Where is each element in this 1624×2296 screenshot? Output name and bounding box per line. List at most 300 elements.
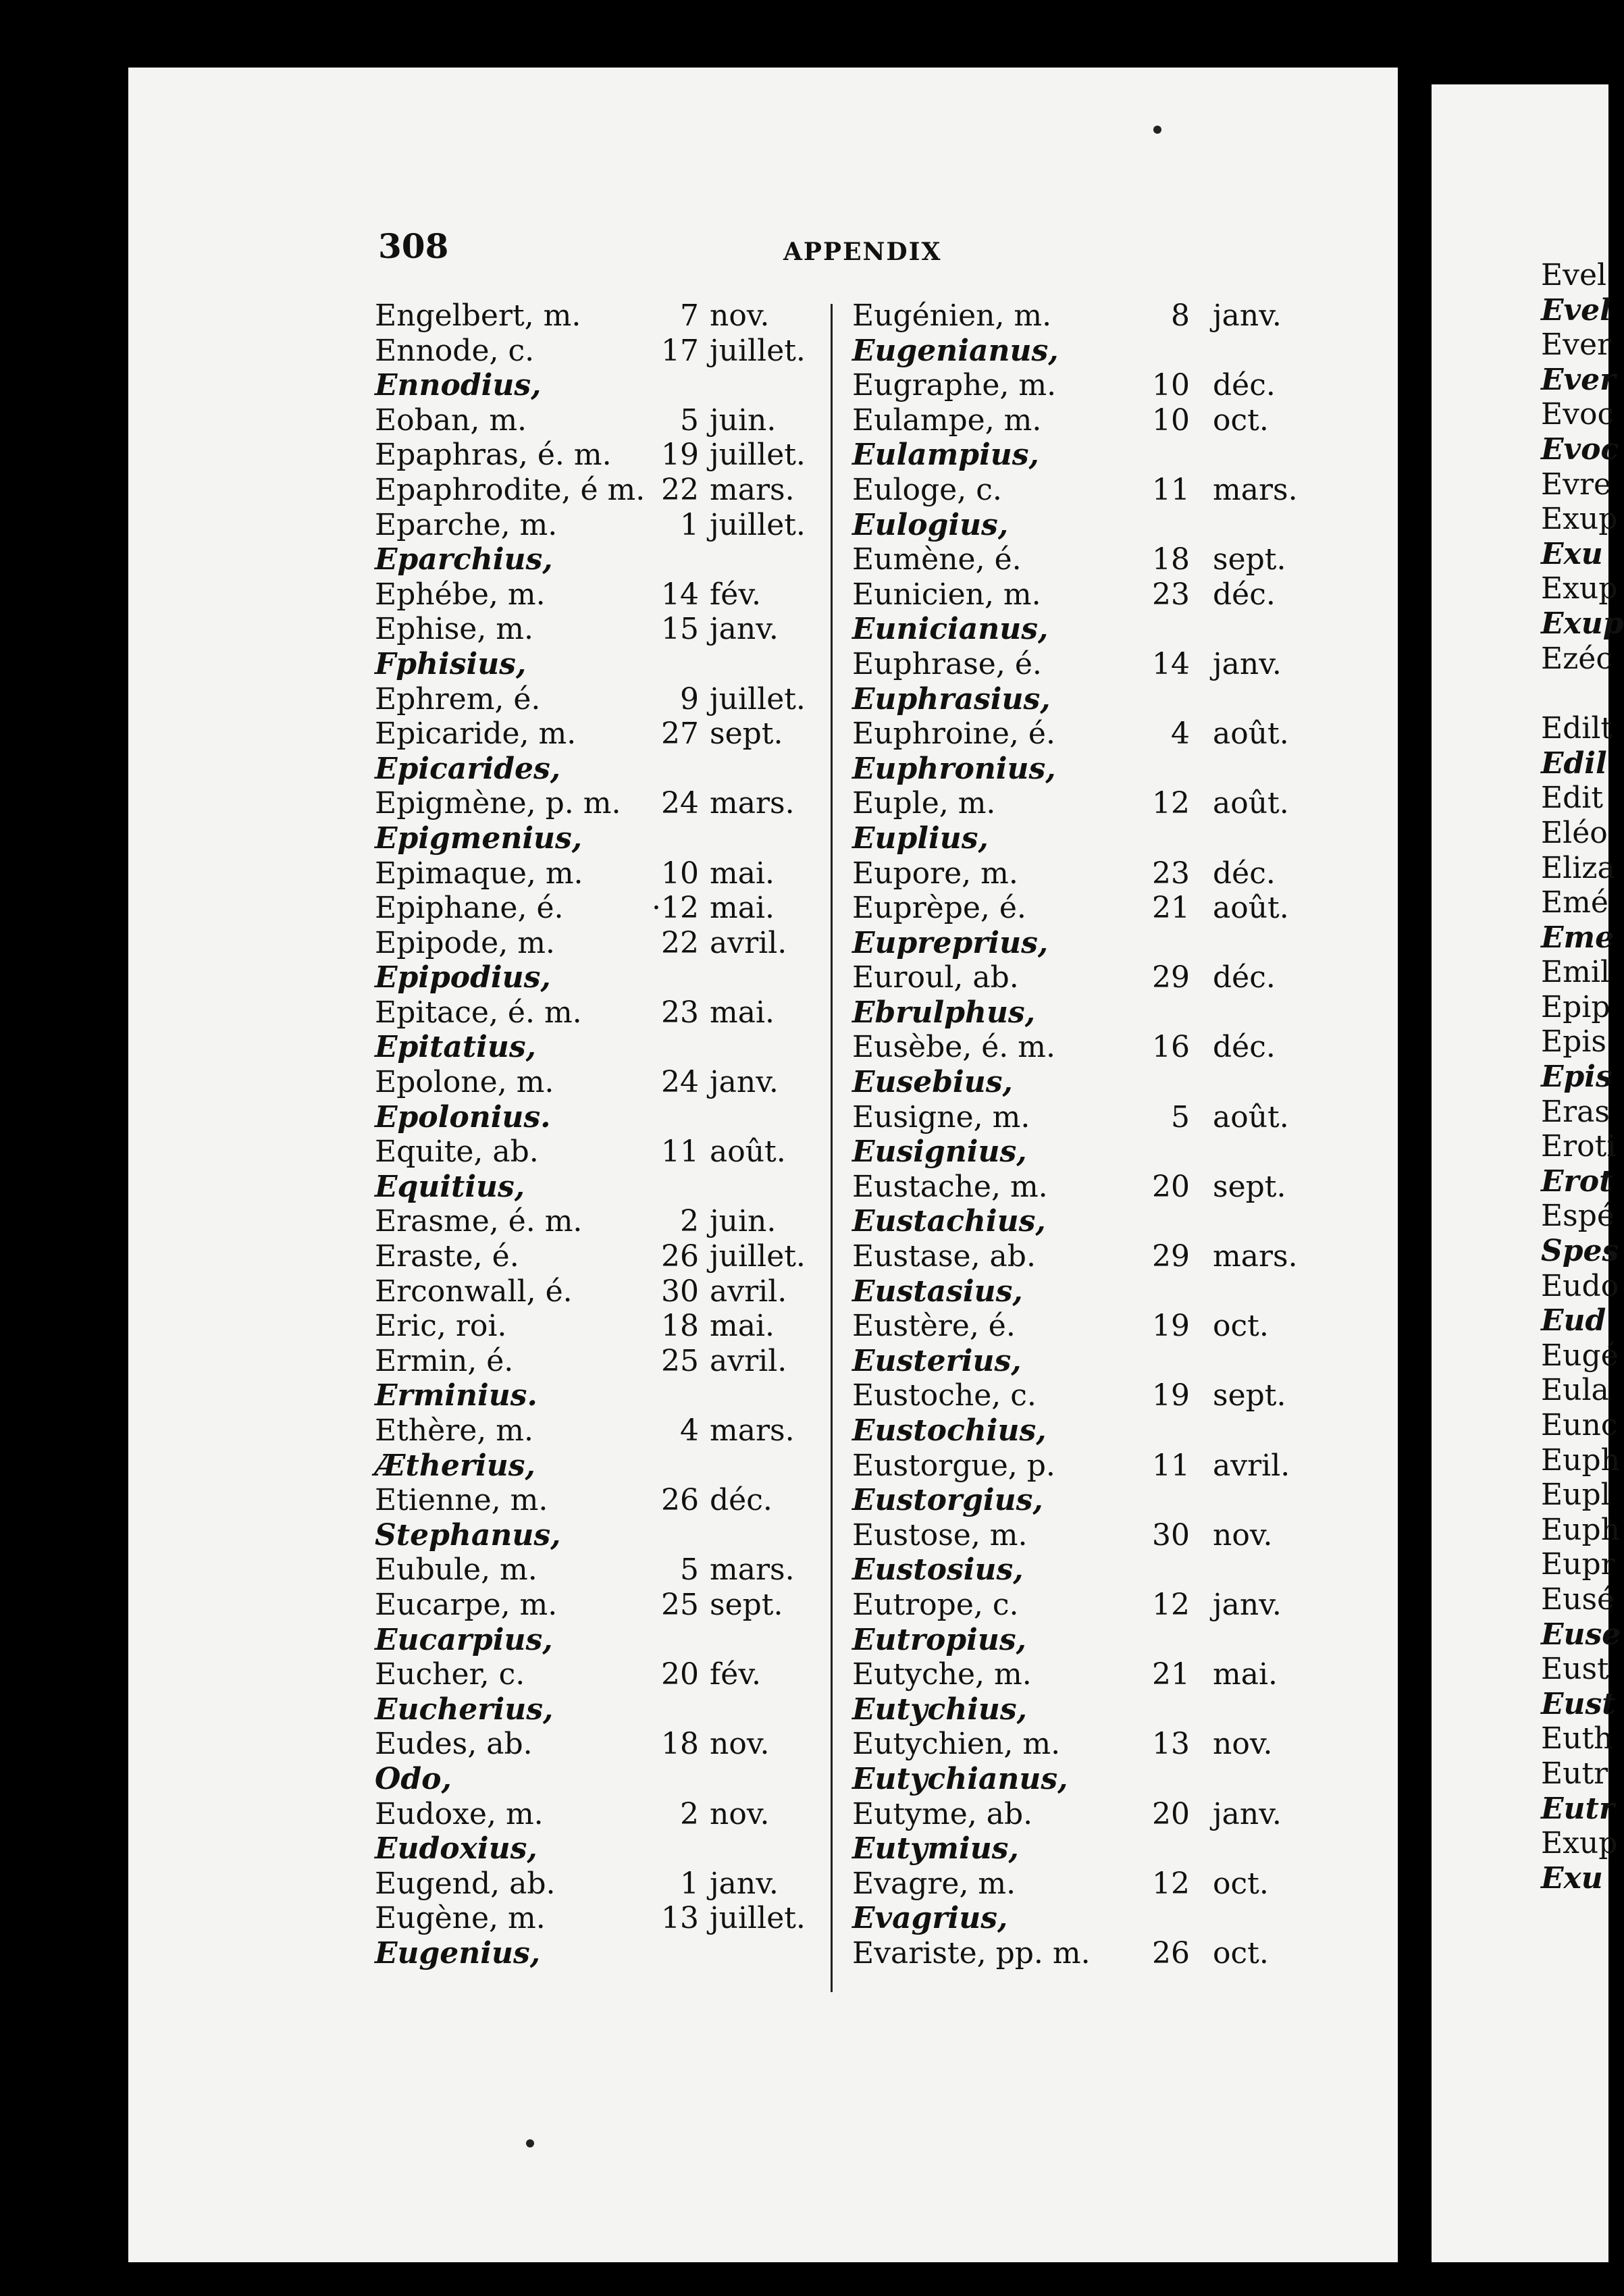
feast-day: 11 [661, 1134, 699, 1170]
feast-month: avril. [1213, 1448, 1290, 1483]
saint-name: Epaphrodite, é m. [375, 472, 646, 507]
saint-name: Eunicien, m. [852, 577, 1041, 612]
running-head: APPENDIX [783, 238, 942, 266]
entry-row [375, 542, 834, 577]
feast-day: 14 [1152, 646, 1190, 681]
entry-row [852, 1204, 1311, 1239]
feast-day: 19 [661, 438, 699, 473]
entry-row [375, 1344, 834, 1379]
saint-name: Euloge, c. [852, 472, 1002, 507]
latin-name: Evagrius, [852, 1901, 1008, 1936]
feast-day: 29 [1152, 1239, 1190, 1274]
feast-day: 18 [1152, 542, 1190, 577]
saint-name: Epiphane, é. [375, 891, 564, 926]
feast-month: juin. [710, 402, 777, 438]
entry-row [375, 1134, 834, 1170]
edge-entry: Eugé [1541, 1338, 1619, 1373]
saint-name: Eucher, c. [375, 1657, 525, 1692]
feast-month: nov. [710, 1796, 770, 1831]
edge-entry: Exup [1541, 1826, 1618, 1861]
saint-name: Eusèbe, é. m. [852, 1030, 1055, 1065]
feast-day: 25 [661, 1343, 699, 1378]
latin-name: Eugenius, [375, 1935, 541, 1971]
latin-name: Eusignius, [852, 1134, 1027, 1170]
feast-day: 25 [661, 1587, 699, 1622]
feast-day: 29 [1152, 960, 1190, 995]
entry-row [852, 1936, 1311, 1971]
entry-row [852, 786, 1311, 821]
edge-entry: Eunc [1541, 1408, 1618, 1442]
feast-day: 10 [1152, 402, 1190, 438]
saint-name: Epigmène, p. m. [375, 786, 621, 821]
entry-row [375, 1588, 834, 1623]
feast-day: 26 [661, 1483, 699, 1518]
edge-entry: Edit [1541, 781, 1604, 816]
latin-name: Eustorgius, [852, 1483, 1043, 1518]
edge-entry: Eroti [1541, 1129, 1617, 1164]
ink-spot [1153, 126, 1161, 134]
entry-row [852, 612, 1311, 647]
edge-entry: Edilt [1541, 711, 1613, 746]
feast-month: janv. [1213, 298, 1282, 333]
latin-name: Eugenianus, [852, 333, 1059, 368]
feast-day: 20 [1152, 1169, 1190, 1204]
feast-day: 21 [1152, 891, 1190, 926]
entry-row [852, 1797, 1311, 1832]
saint-name: Eutyme, ab. [852, 1796, 1033, 1831]
edge-entry: Eula [1541, 1373, 1609, 1408]
feast-day: 10 [1152, 368, 1190, 403]
feast-month: mai. [710, 995, 775, 1030]
saint-name: Eugraphe, m. [852, 368, 1057, 403]
saint-name: Ephébe, m. [375, 577, 546, 612]
feast-month: sept. [1213, 1378, 1286, 1413]
saint-name: Epipode, m. [375, 925, 555, 960]
feast-month: sept. [1213, 542, 1286, 577]
edge-entry: Eutr [1541, 1756, 1608, 1791]
edge-entry: Eust [1541, 1652, 1609, 1687]
edge-entry: Euph [1541, 1512, 1620, 1547]
left-column [375, 298, 834, 1971]
saint-name: Eugénien, m. [852, 298, 1052, 333]
latin-name: Eustosius, [852, 1553, 1024, 1588]
edge-entry: Eléo [1541, 815, 1608, 850]
edge-entry: Epis [1541, 1024, 1606, 1060]
entry-row [852, 577, 1311, 612]
feast-day: 21 [1152, 1657, 1190, 1692]
feast-day: 7 [680, 298, 699, 333]
latin-name: Erminius. [375, 1378, 538, 1413]
latin-name: Fphisius, [375, 646, 527, 681]
edge-entry: Eutr [1541, 1791, 1615, 1826]
entry-row [375, 1831, 834, 1867]
feast-month: nov. [710, 298, 770, 333]
entry-row [375, 682, 834, 717]
entry-row [852, 716, 1311, 752]
entry-row [375, 821, 834, 856]
latin-name: Epitatius, [375, 1030, 536, 1065]
saint-name: Equite, ab. [375, 1134, 539, 1170]
feast-month: oct. [1213, 1935, 1269, 1971]
feast-day: 27 [661, 716, 699, 752]
feast-month: juillet. [710, 333, 806, 368]
feast-month: janv. [1213, 646, 1282, 681]
saint-name: Euple, m. [852, 786, 996, 821]
entry-row [852, 1727, 1311, 1762]
feast-day: 10 [661, 856, 699, 891]
feast-month: mars. [710, 786, 795, 821]
feast-day: 19 [1152, 1309, 1190, 1344]
ink-spot [526, 2139, 534, 2147]
feast-month: août. [1213, 786, 1289, 821]
feast-month: nov. [710, 1727, 770, 1762]
feast-day: 26 [661, 1239, 699, 1274]
latin-name: Eustachius, [852, 1204, 1046, 1239]
feast-month: mars. [1213, 1239, 1298, 1274]
feast-day: 4 [680, 1413, 699, 1448]
latin-name: Eulogius, [852, 507, 1009, 542]
saint-name: Eustère, é. [852, 1309, 1016, 1344]
latin-name: Epicarides, [375, 751, 561, 786]
edge-entry: Euph [1541, 1442, 1620, 1478]
saint-name: Ennode, c. [375, 333, 535, 368]
entry-row [375, 1274, 834, 1309]
entry-row [852, 682, 1311, 717]
entry-row [852, 1901, 1311, 1936]
feast-month: janv. [1213, 1587, 1282, 1622]
saint-name: Eudoxe, m. [375, 1796, 544, 1831]
feast-day: 5 [1171, 1099, 1190, 1134]
saint-name: Eoban, m. [375, 402, 527, 438]
entry-row [852, 1483, 1311, 1518]
feast-month: oct. [1213, 402, 1269, 438]
saint-name: Eubule, m. [375, 1553, 538, 1588]
entry-row [852, 1100, 1311, 1135]
feast-month: nov. [1213, 1727, 1273, 1762]
edge-entry: Eudo [1541, 1268, 1619, 1303]
edge-entry: Edil [1541, 746, 1607, 781]
saint-name: Eugène, m. [375, 1901, 546, 1936]
feast-month: mars. [710, 1553, 795, 1588]
edge-entry: Eud [1541, 1303, 1606, 1338]
feast-day: 24 [661, 1065, 699, 1100]
entry-row [852, 752, 1311, 787]
feast-month: juin. [710, 1204, 777, 1239]
saint-name: Erasme, é. m. [375, 1204, 583, 1239]
entry-row [852, 1030, 1311, 1065]
feast-day: 12 [1152, 1866, 1190, 1901]
edge-entry: Ever [1541, 362, 1616, 397]
entry-row [375, 1100, 834, 1135]
saint-name: Eustorgue, p. [852, 1448, 1055, 1483]
entry-row [375, 1867, 834, 1902]
feast-month: août. [1213, 1099, 1289, 1134]
feast-day: 8 [1171, 298, 1190, 333]
feast-day: 26 [1152, 1935, 1190, 1971]
feast-day: 17 [661, 333, 699, 368]
saint-name: Eustose, m. [852, 1517, 1028, 1553]
saint-name: Eupore, m. [852, 856, 1018, 891]
entry-row [852, 1170, 1311, 1205]
edge-entry: Eupl [1541, 1478, 1610, 1513]
feast-month: janv. [710, 1065, 779, 1100]
feast-month: juillet. [710, 507, 806, 542]
entry-row [375, 786, 834, 821]
feast-month: déc. [1213, 368, 1276, 403]
entry-row [375, 1449, 834, 1484]
entry-row [375, 1030, 834, 1065]
saint-name: Erconwall, é. [375, 1274, 573, 1309]
edge-entry: Ezéc [1541, 641, 1613, 676]
edge-entry: Evoc [1541, 432, 1619, 467]
saint-name: Eric, roi. [375, 1309, 507, 1344]
feast-month: nov. [1213, 1517, 1273, 1553]
latin-name: Eustochius, [852, 1413, 1047, 1448]
entry-row [375, 612, 834, 647]
saint-name: Ephise, m. [375, 612, 533, 647]
right-column [852, 298, 1311, 1971]
entry-row [375, 1797, 834, 1832]
page-number: 308 [378, 226, 449, 266]
entry-row [375, 647, 834, 682]
entry-row [375, 368, 834, 403]
edge-entry: Spes [1541, 1234, 1619, 1269]
entry-row [852, 1588, 1311, 1623]
feast-month: juillet. [710, 438, 806, 473]
entry-row [375, 752, 834, 787]
entry-row [852, 473, 1311, 508]
entry-row [375, 298, 834, 334]
saint-name: Euprèpe, é. [852, 891, 1026, 926]
entry-row [375, 1936, 834, 1971]
edge-entry: Eme [1541, 920, 1615, 955]
saint-name: Epitace, é. m. [375, 995, 582, 1030]
entry-row [852, 1274, 1311, 1309]
saint-name: Epolone, m. [375, 1065, 554, 1100]
entry-row [852, 438, 1311, 473]
edge-entry: Exup [1541, 571, 1618, 606]
saint-name: Evagre, m. [852, 1866, 1016, 1901]
entry-row [375, 716, 834, 752]
feast-month: mai. [710, 856, 775, 891]
saint-name: Epicaride, m. [375, 716, 577, 752]
entry-row [375, 1727, 834, 1762]
latin-name: Ebrulphus, [852, 995, 1036, 1030]
latin-name: Ennodius, [375, 368, 542, 403]
saint-name: Evariste, pp. m. [852, 1935, 1091, 1971]
saint-name: Eparche, m. [375, 507, 558, 542]
edge-entry: Espé [1541, 1199, 1615, 1234]
entry-row [375, 1413, 834, 1449]
feast-month: juillet. [710, 1901, 806, 1936]
feast-day: 24 [661, 786, 699, 821]
latin-name: Eustasius, [852, 1274, 1023, 1309]
saint-name: Eutyche, m. [852, 1657, 1032, 1692]
entry-row [852, 1449, 1311, 1484]
latin-name: Eutymius, [852, 1831, 1019, 1867]
entry-row [852, 926, 1311, 961]
feast-day: 30 [1152, 1517, 1190, 1553]
feast-day: 20 [1152, 1796, 1190, 1831]
feast-day: ·12 [652, 891, 699, 926]
saint-name: Ermin, é. [375, 1343, 514, 1378]
entry-row [852, 821, 1311, 856]
edge-entry: Exup [1541, 502, 1618, 537]
latin-name: Odo, [375, 1761, 452, 1796]
edge-entry: Erot [1541, 1164, 1613, 1199]
latin-name: Eulampius, [852, 438, 1039, 473]
feast-month: mai. [710, 1309, 775, 1344]
edge-entry: Eupr [1541, 1547, 1615, 1582]
feast-day: 9 [680, 681, 699, 716]
saint-name: Eugend, ab. [375, 1866, 556, 1901]
feast-month: mars. [1213, 472, 1298, 507]
latin-name: Epolonius. [375, 1099, 551, 1134]
entry-row [375, 508, 834, 543]
feast-month: août. [710, 1134, 786, 1170]
edge-entry: Exu [1541, 1860, 1603, 1896]
edge-entry: Exu [1541, 536, 1603, 571]
entry-row [375, 1518, 834, 1553]
feast-day: 23 [661, 995, 699, 1030]
feast-day: 19 [1152, 1378, 1190, 1413]
entry-row [375, 960, 834, 995]
feast-month: déc. [1213, 577, 1276, 612]
entry-row [375, 1065, 834, 1100]
feast-month: fév. [710, 577, 761, 612]
latin-name: Eutychius, [852, 1692, 1027, 1727]
entry-row [852, 891, 1311, 926]
entry-row [852, 647, 1311, 682]
entry-row [852, 542, 1311, 577]
latin-name: Euphrasius, [852, 681, 1051, 716]
feast-day: 2 [680, 1204, 699, 1239]
entry-row [375, 926, 834, 961]
feast-day: 18 [661, 1727, 699, 1762]
entry-row [852, 403, 1311, 438]
entry-row [375, 1901, 834, 1936]
feast-day: 12 [1152, 1587, 1190, 1622]
latin-name: Euplius, [852, 820, 989, 856]
feast-month: déc. [1213, 1030, 1276, 1065]
feast-day: 5 [680, 402, 699, 438]
latin-name: Eparchius, [375, 542, 553, 577]
saint-name: Etienne, m. [375, 1483, 548, 1518]
feast-day: 2 [680, 1796, 699, 1831]
edge-entry: Evel [1541, 258, 1607, 292]
entry-row [375, 577, 834, 612]
edge-entry: Eras [1541, 1094, 1610, 1129]
saint-name: Eutychien, m. [852, 1727, 1061, 1762]
saint-name: Eustase, ab. [852, 1239, 1036, 1274]
edge-entry: Emil [1541, 955, 1610, 990]
feast-month: janv. [1213, 1796, 1282, 1831]
edge-entry: Evre [1541, 467, 1612, 502]
entry-row [852, 334, 1311, 369]
entry-row [375, 1623, 834, 1658]
feast-month: mai. [1213, 1657, 1278, 1692]
entry-row [375, 1239, 834, 1274]
feast-day: 15 [661, 612, 699, 647]
feast-day: 1 [680, 507, 699, 542]
saint-name: Ephrem, é. [375, 681, 541, 716]
edge-entry: Eust [1541, 1686, 1616, 1721]
saint-name: Eustache, m. [852, 1169, 1048, 1204]
feast-day: 16 [1152, 1030, 1190, 1065]
entry-row [852, 508, 1311, 543]
entry-row [852, 960, 1311, 995]
feast-month: août. [1213, 891, 1289, 926]
feast-month: déc. [1213, 960, 1276, 995]
feast-day: 23 [1152, 856, 1190, 891]
latin-name: Euphronius, [852, 751, 1056, 786]
latin-name: Ætherius, [375, 1448, 535, 1483]
entry-row [852, 368, 1311, 403]
entry-row [852, 1518, 1311, 1553]
feast-day: 12 [1152, 786, 1190, 821]
latin-name: Epipodius, [375, 960, 551, 995]
feast-month: avril. [710, 925, 787, 960]
latin-name: Eunicianus, [852, 612, 1049, 647]
entry-row [852, 1657, 1311, 1692]
feast-month: mars. [710, 1413, 795, 1448]
latin-name: Eudoxius, [375, 1831, 538, 1867]
edge-entry: Eusé [1541, 1582, 1615, 1617]
feast-month: janv. [710, 612, 779, 647]
entry-row [852, 1065, 1311, 1100]
feast-month: juillet. [710, 1239, 806, 1274]
edge-entry: Exup [1541, 606, 1624, 641]
saint-name: Eulampe, m. [852, 402, 1042, 438]
saint-name: Eutrope, c. [852, 1587, 1019, 1622]
saint-name: Ethère, m. [375, 1413, 533, 1448]
feast-day: 4 [1171, 716, 1190, 752]
feast-month: janv. [710, 1866, 779, 1901]
entry-row [375, 438, 834, 473]
entry-row [852, 1762, 1311, 1797]
saint-name: Eustoche, c. [852, 1378, 1037, 1413]
entry-row [375, 1483, 834, 1518]
feast-day: 11 [1152, 1448, 1190, 1483]
edge-entry: Evel [1541, 292, 1611, 328]
saint-name: Eraste, é. [375, 1239, 519, 1274]
entry-row [852, 995, 1311, 1030]
latin-name: Eusterius, [852, 1343, 1022, 1378]
entry-row [375, 1309, 834, 1344]
entry-row [375, 403, 834, 438]
column-rule [831, 304, 833, 1992]
saint-name: Euroul, ab. [852, 960, 1019, 995]
entry-row [375, 995, 834, 1030]
saint-name: Engelbert, m. [375, 298, 581, 333]
feast-day: 22 [661, 472, 699, 507]
edge-gap [1541, 676, 1624, 711]
entry-row [852, 1867, 1311, 1902]
latin-name: Eupreprius, [852, 925, 1049, 960]
edge-entry: Epis [1541, 1060, 1613, 1095]
saint-name: Eumène, é. [852, 542, 1022, 577]
feast-day: 14 [661, 577, 699, 612]
edge-entry: Eliza [1541, 850, 1615, 885]
feast-day: 13 [661, 1901, 699, 1936]
edge-entry: Euth [1541, 1721, 1613, 1756]
entry-row [375, 1204, 834, 1239]
feast-day: 13 [1152, 1727, 1190, 1762]
entry-row [852, 1344, 1311, 1379]
saint-name: Eucarpe, m. [375, 1587, 558, 1622]
entry-row [375, 1692, 834, 1727]
saint-name: Euphroine, é. [852, 716, 1055, 752]
